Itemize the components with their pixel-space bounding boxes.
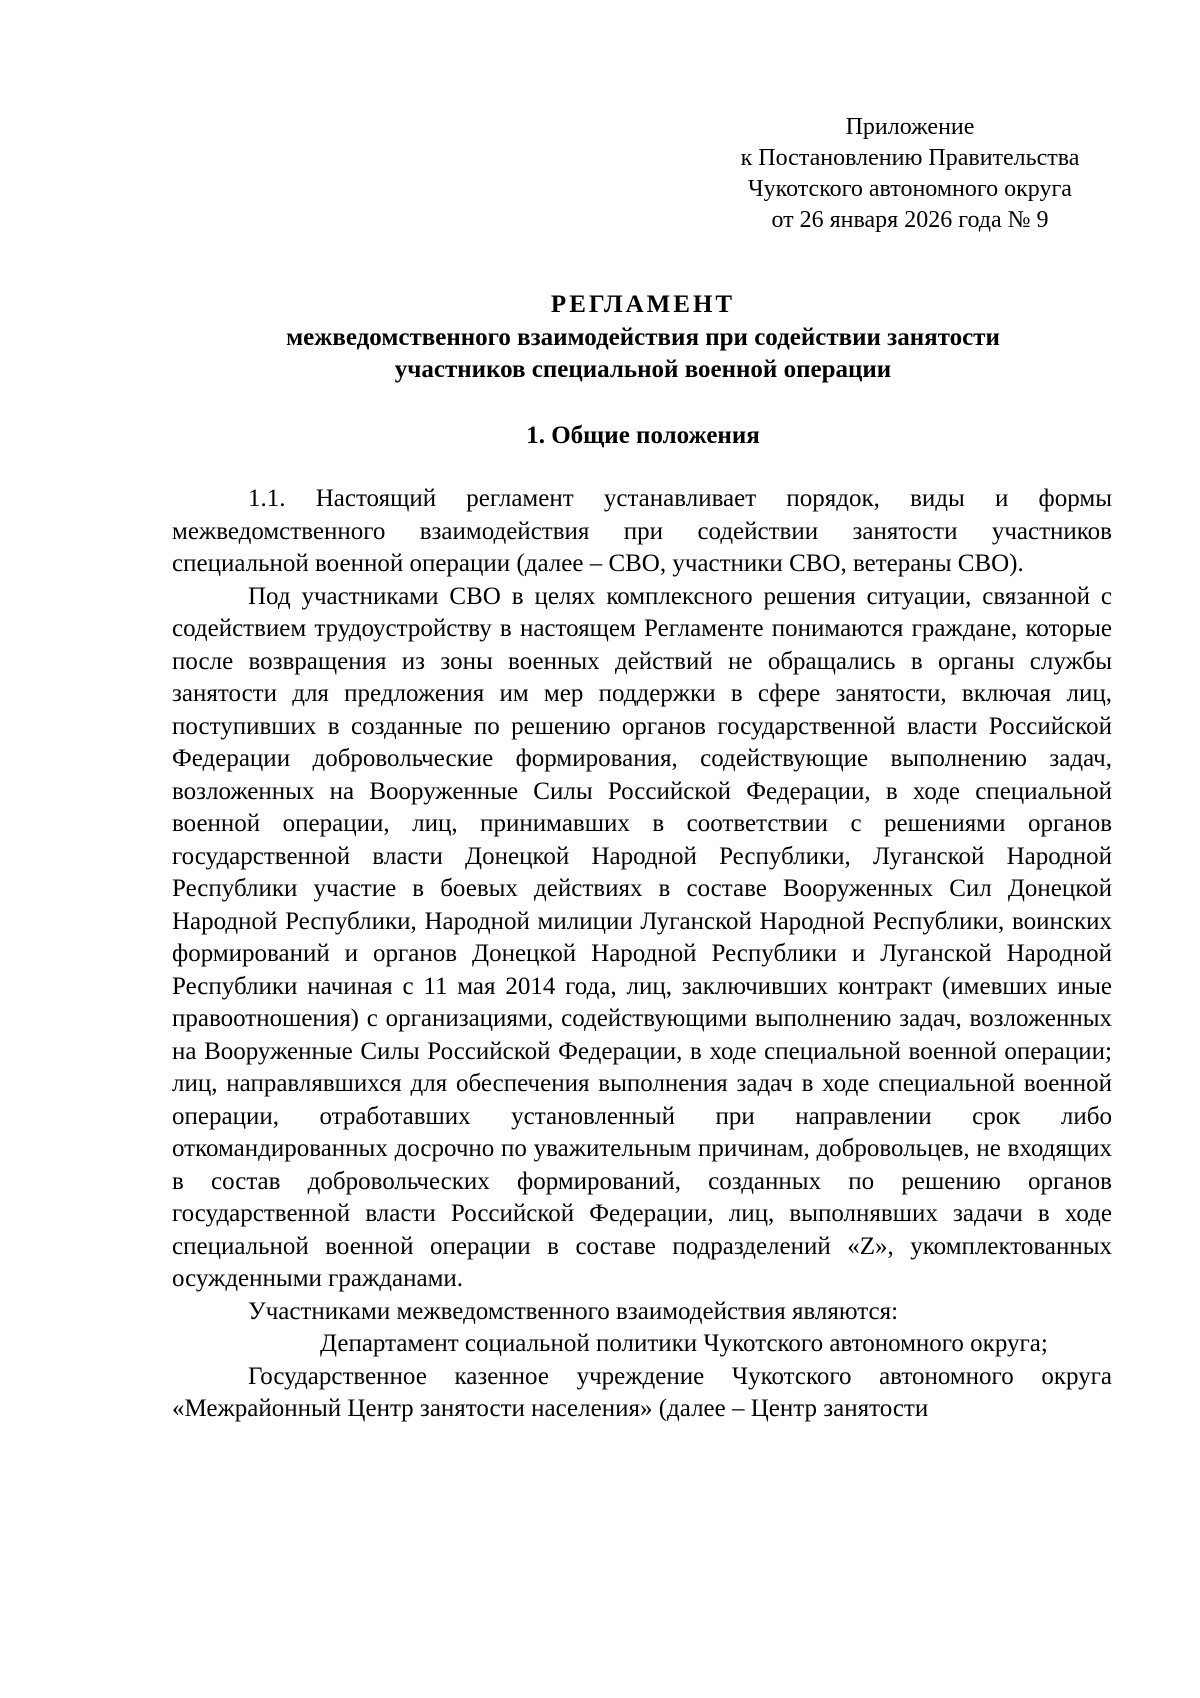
paragraph-svo-definition: Под участниками СВО в целях комплексного решения ситуации, связанной с содействием трудоустройству в настоящем Регламенте понимаются граждане, которые после возвращения из зоны военных действий не обращались в органы службы занятости для предложения им мер поддержки в сфере занятости, включая лиц, поступивших в созданные по решению органов государственной власти Российской Федерации добровольческие формирования, содействующие выполнению задач, возложенных на Вооруженные Силы Российской Федерации, в ходе специальной военной операции, лиц, принимавших в соответствии с решениями органов государственной власти Донецкой Народной Республики, Луганской Народной Республики участие в боевых действиях в составе Вооруженных Сил Донецкой Народной Республики, Народной милиции Луганской Народной Республики, воинских формирований и органов Донецкой Народной Республики и Луганской Народной Республики начиная с 11 мая 2014 года, лиц, заключивших контракт (имевших иные правоотношения) с организациями, содействующими выполнению задач, возложенных на Вооруженные Силы Российской Федерации, в ходе специальной военной операции; лиц, направлявшихся для обеспечения выполнения задач в ходе специальной военной операции, отработавших установленный при направлении срок либо откомандированных досрочно по уважительным причинам, добровольцев, не входящих в состав добровольческих формирований, созданных по решению органов государственной власти Российской Федерации, лиц, выполнявших задачи в ходе специальной военной операции в составе подразделений «Z», укомплектованных осужденными гражданами. bbox=[172, 582, 1112, 1292]
appendix-date-line: от 26 января 2026 года № 9 bbox=[771, 207, 1049, 233]
document-subtitle-line-2: участников специальной военной операции bbox=[394, 356, 892, 383]
paragraph-1-1: 1.1. Настоящий регламент устанавливает порядок, виды и формы межведомственного взаимодействия при содействии занятости участников специальной военной операции (далее – СВО, участники СВО, ветераны СВО). bbox=[172, 485, 1112, 577]
appendix-resolution-line: к Постановлению Правительства bbox=[740, 145, 1080, 171]
participant-item-employment-center: Государственное казенное учреждение Чукотского автономного округа «Межрайонный Центр занятости населения» (далее – Центр занятости bbox=[172, 1362, 1112, 1422]
appendix-label: Приложение bbox=[845, 114, 975, 140]
body-text bbox=[172, 483, 1112, 1426]
participant-item-department: Департамент социальной политики Чукотского автономного округа; bbox=[320, 1330, 1048, 1357]
paragraph-participants-intro: Участниками межведомственного взаимодействия являются: bbox=[248, 1297, 899, 1325]
appendix-block bbox=[700, 112, 1120, 236]
document-title: РЕГЛАМЕНТ bbox=[550, 291, 736, 318]
section-heading: 1. Общие положения bbox=[526, 422, 760, 449]
title-block bbox=[172, 288, 1114, 386]
document-subtitle-line-1: межведомственного взаимодействия при содействии занятости bbox=[286, 324, 1000, 351]
appendix-region-line: Чукотского автономного округа bbox=[748, 176, 1072, 202]
